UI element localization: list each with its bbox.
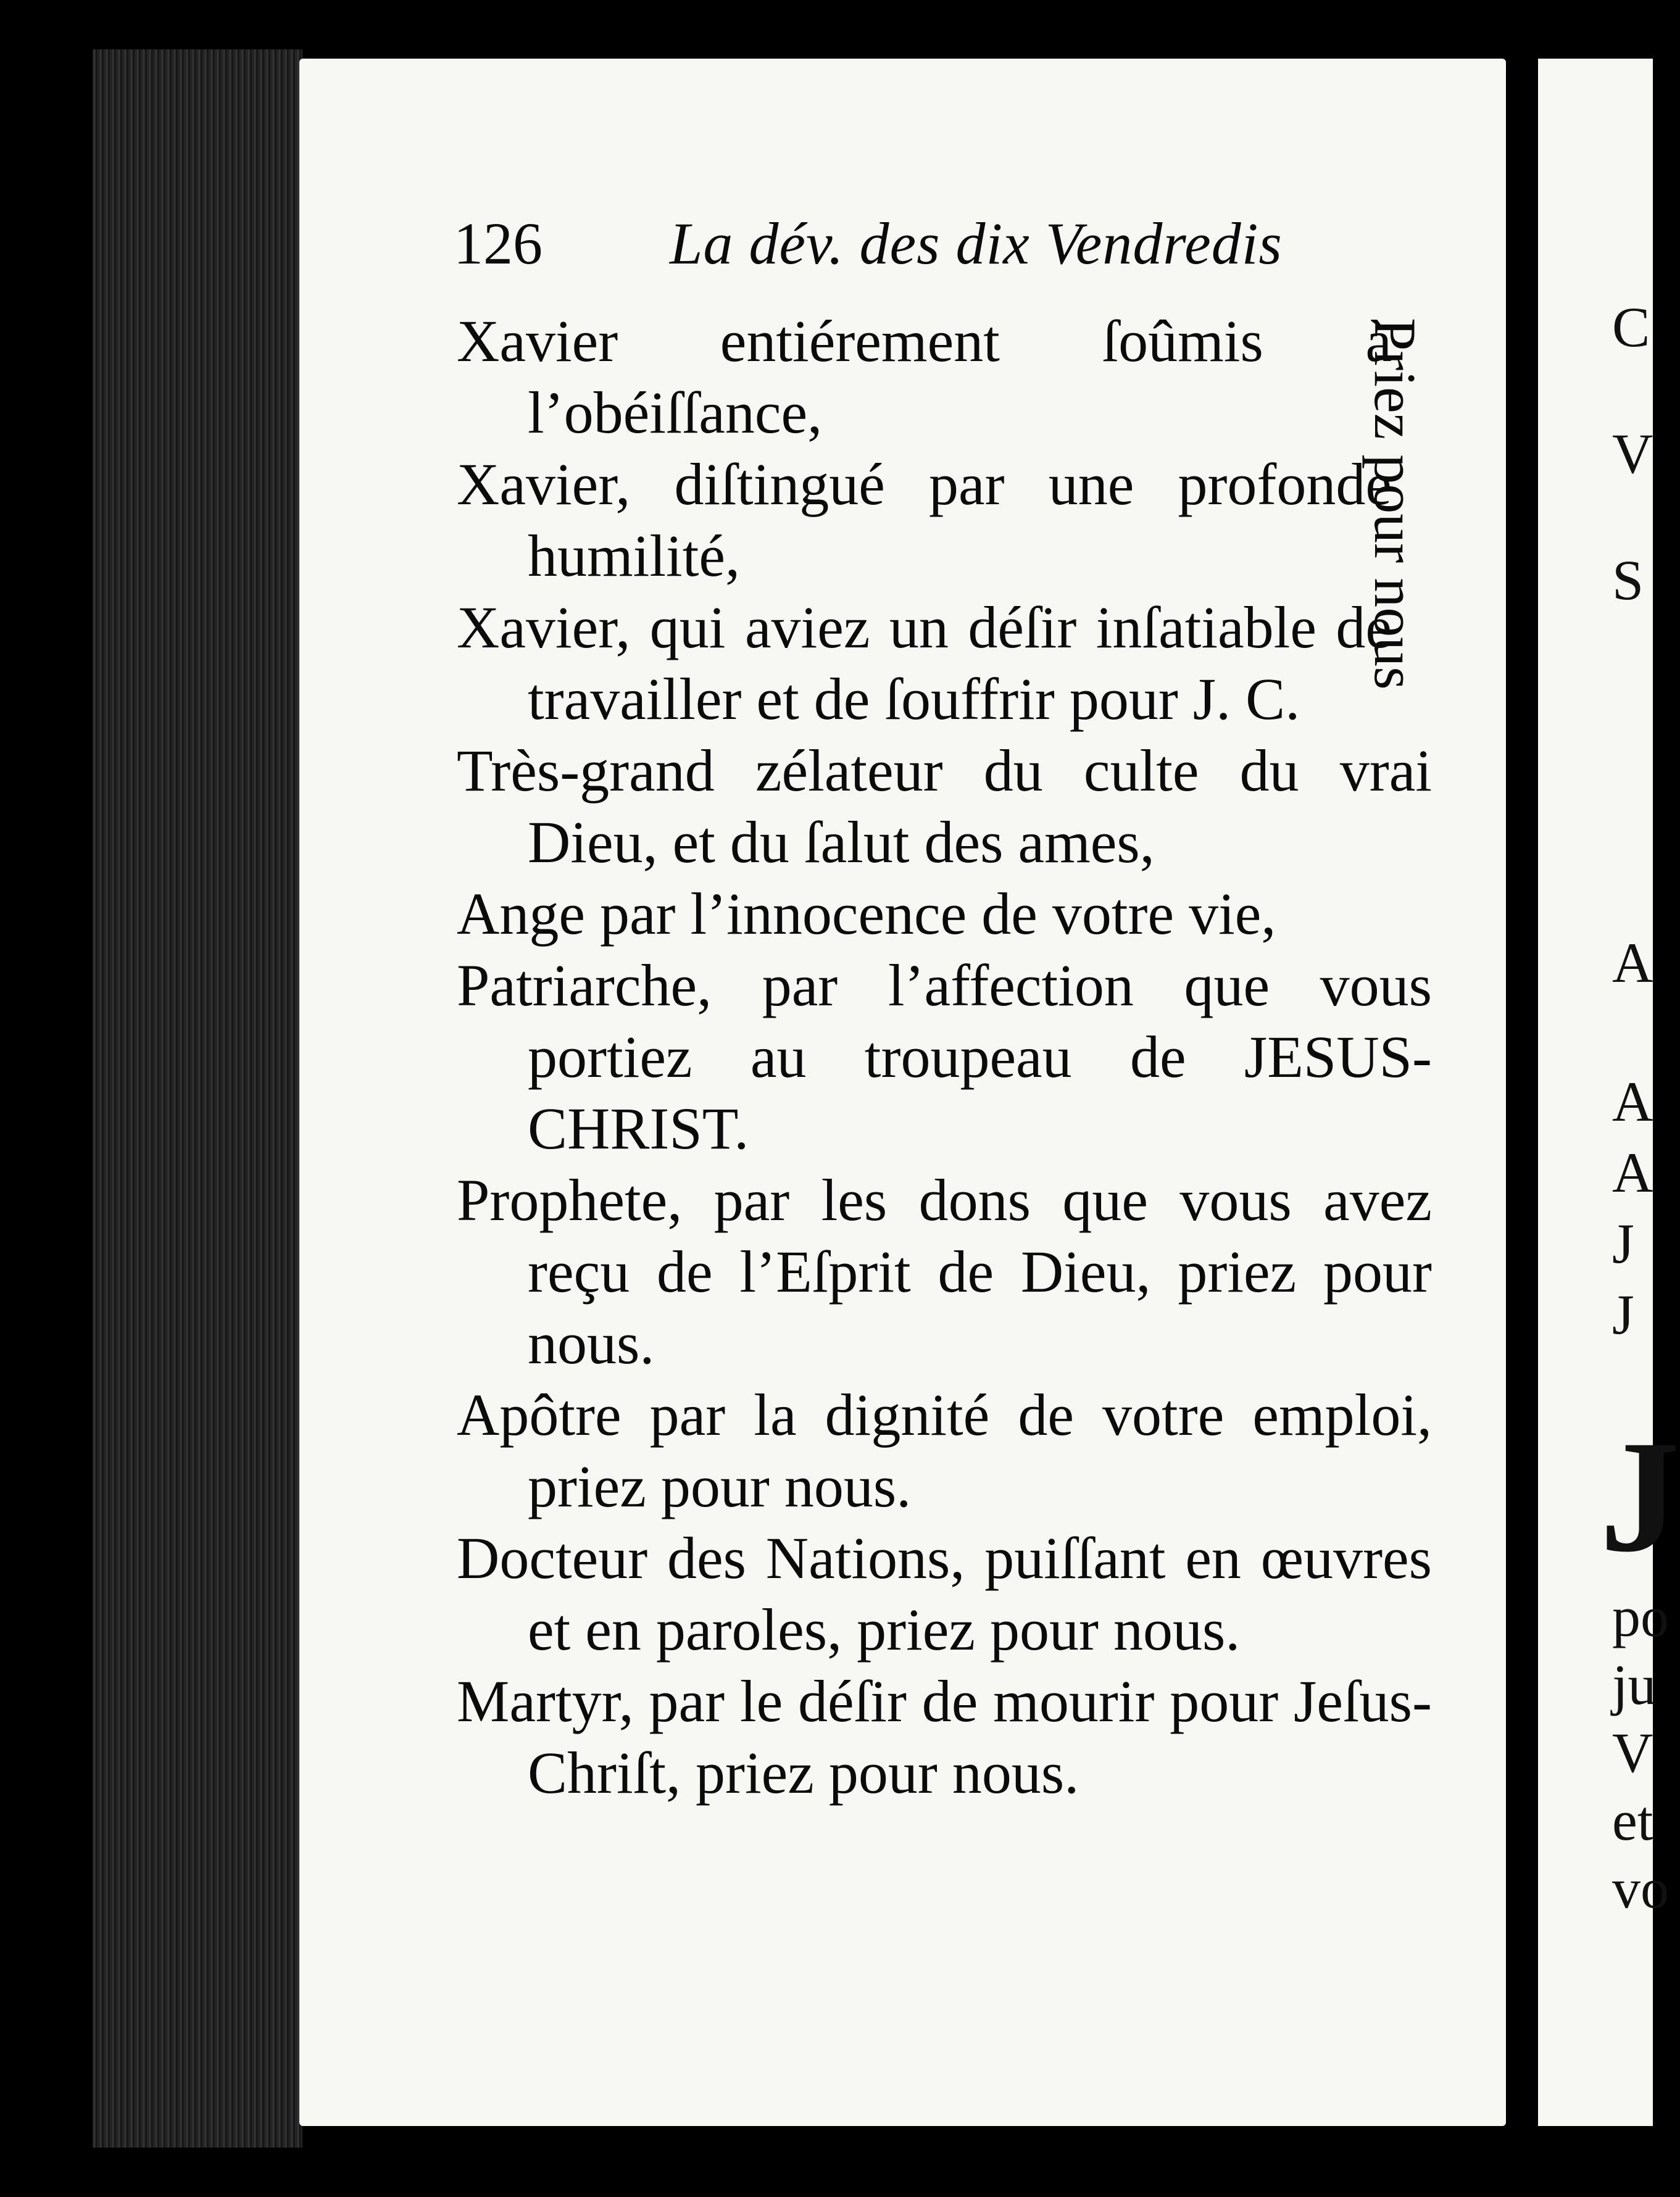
facing-fragment: A bbox=[1612, 931, 1653, 994]
litany-entry: Martyr, par le déſir de mourir pour Jeſus-Chriſt, priez pour nous. bbox=[457, 1668, 1432, 1806]
facing-dropcap: J bbox=[1600, 1408, 1680, 1585]
litany-entry: Xavier, qui aviez un déſir inſatiable de travailler et de ſouffrir pour J. C. bbox=[457, 594, 1392, 732]
running-head bbox=[454, 204, 1342, 284]
facing-fragment: po bbox=[1612, 1585, 1669, 1648]
litany-entry: Très-grand zélateur du culte du vrai Dieu, et du ſalut des ames, bbox=[457, 737, 1432, 875]
facing-fragment: V bbox=[1612, 422, 1653, 485]
facing-fragment: et bbox=[1612, 1789, 1653, 1852]
litany-entry: Prophete, par les dons que vous avez reçu de l’Eſprit de Dieu, priez pour nous. bbox=[457, 1167, 1432, 1376]
page-number: 126 bbox=[454, 210, 543, 276]
running-title: La dév. des dix Vendredis bbox=[670, 210, 1283, 276]
book-edge bbox=[93, 49, 302, 2148]
facing-fragment: J bbox=[1612, 1212, 1634, 1275]
litany-text bbox=[457, 305, 1432, 1809]
facing-fragment: ju bbox=[1612, 1653, 1657, 1716]
side-refrain: Priez pour nous bbox=[1362, 318, 1428, 690]
litany-entry: Ange par l’innocence de votre vie, bbox=[457, 881, 1276, 947]
facing-fragment: J bbox=[1612, 1283, 1634, 1346]
facing-fragment: vo bbox=[1612, 1857, 1669, 1920]
litany-entry: Xavier, diſtingué par une profonde humilité, bbox=[457, 451, 1392, 589]
litany-entry: Docteur des Nations, puiſſant en œuvres et en paroles, priez pour nous. bbox=[457, 1525, 1432, 1663]
facing-fragment: A bbox=[1612, 1141, 1653, 1204]
litany-entry: Apôtre par la dignité de votre emploi, priez pour nous. bbox=[457, 1382, 1432, 1519]
facing-page bbox=[1538, 59, 1680, 2126]
facing-fragment: C bbox=[1612, 296, 1650, 359]
facing-fragment: A bbox=[1612, 1070, 1653, 1133]
facing-fragment: V bbox=[1612, 1721, 1653, 1784]
litany-entry: Patriarche, par l’affection que vous portiez au troupeau de JESUS-CHRIST. bbox=[457, 952, 1432, 1161]
litany-entry: Xavier entiérement ſoûmis à l’obéiſſance, bbox=[457, 308, 1392, 446]
facing-fragment: S bbox=[1612, 549, 1644, 612]
